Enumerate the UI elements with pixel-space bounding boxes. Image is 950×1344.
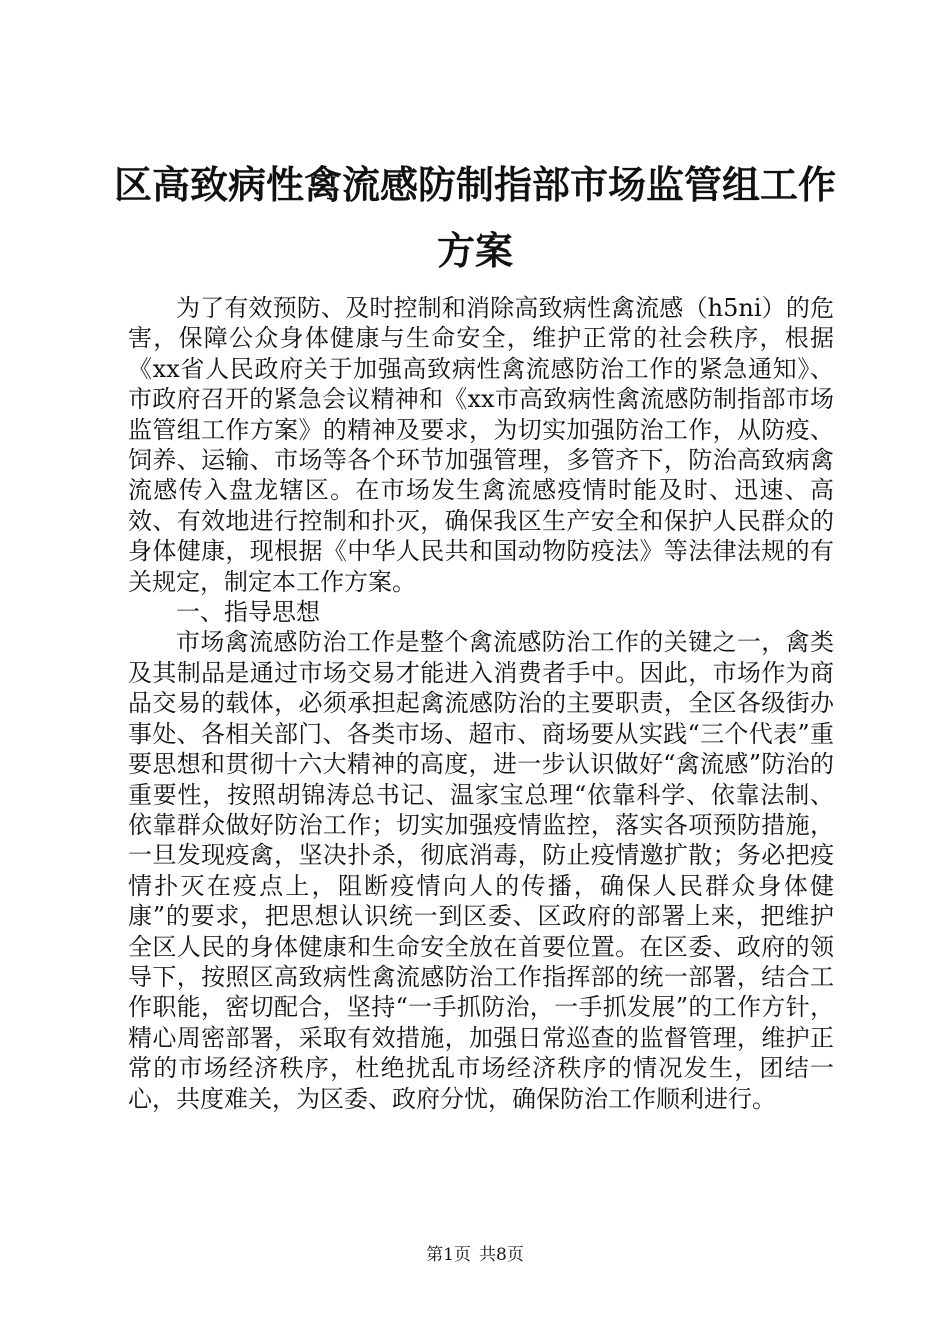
section-paragraph: 市场禽流感防治工作是整个禽流感防治工作的关键之一，禽类及其制品是通过市场交易才能进入消费者手中。因此，市场作为商品交易的载体，必须承担起禽流感防治的主要职责，全区各级街办事处、各相关部门、各类市场、超市、商场要从实践“三个代表”重要思想和贯彻十六大精神的高度，进一步认识做好“禽流感”防治的重要性，按照胡锦涛总书记、温家宝总理“依靠科学、依靠法制、依靠群众做好防治工作；切实加强疫情监控，落实各项预防措施，一旦发现疫禽，坚决扑杀，彻底消毒，防止疫情邀扩散；务必把疫情扑灭在疫点上，阻断疫情向人的传播，确保人民群众身体健康”的要求，把思想认识统一到区委、区政府的部署上来，把维护全区人民的身体健康和生命安全放在首要位置。在区委、政府的领导下，按照区高致病性禽流感防治工作指挥部的统一部署，结合工作职能，密切配合，坚持“一手抓防治，一手抓发展”的工作方针，精心周密部署，采取有效措施，加强日常巡查的监督管理，维护正常的市场经济秩序，杜绝扰乱市场经济秩序的情况发生，团结一心，共度难关，为区委、政府分忧，确保防治工作顺利进行。 <box>128 628 834 1113</box>
page-footer <box>0 1244 950 1266</box>
document-title: 区高致病性禽流感防制指部市场监管组工作方案 <box>113 162 836 273</box>
document-body <box>128 293 834 1114</box>
page-total: 共8页 <box>479 1245 524 1265</box>
page-number: 第1页 <box>426 1245 471 1265</box>
section-heading: 一、指导思想 <box>176 598 320 627</box>
intro-paragraph: 为了有效预防、及时控制和消除高致病性禽流感（h5ni）的危害，保障公众身体健康与生命安全，维护正常的社会秩序，根据《xx省人民政府关于加强高致病性禽流感防治工作的紧急通知》、市政府召开的紧急会议精神和《xx市高致病性禽流感防制指部市场监管组工作方案》的精神及要求，为切实加强防治工作，从防疫、饲养、运输、市场等各个环节加强管理，多管齐下，防治高致病禽流感传入盘龙辖区。在市场发生禽流感疫情时能及时、迅速、高效、有效地进行控制和扑灭，确保我区生产安全和保护人民群众的身体健康，现根据《中华人民共和国动物防疫法》等法律法规的有关规定，制定本工作方案。 <box>128 294 834 596</box>
